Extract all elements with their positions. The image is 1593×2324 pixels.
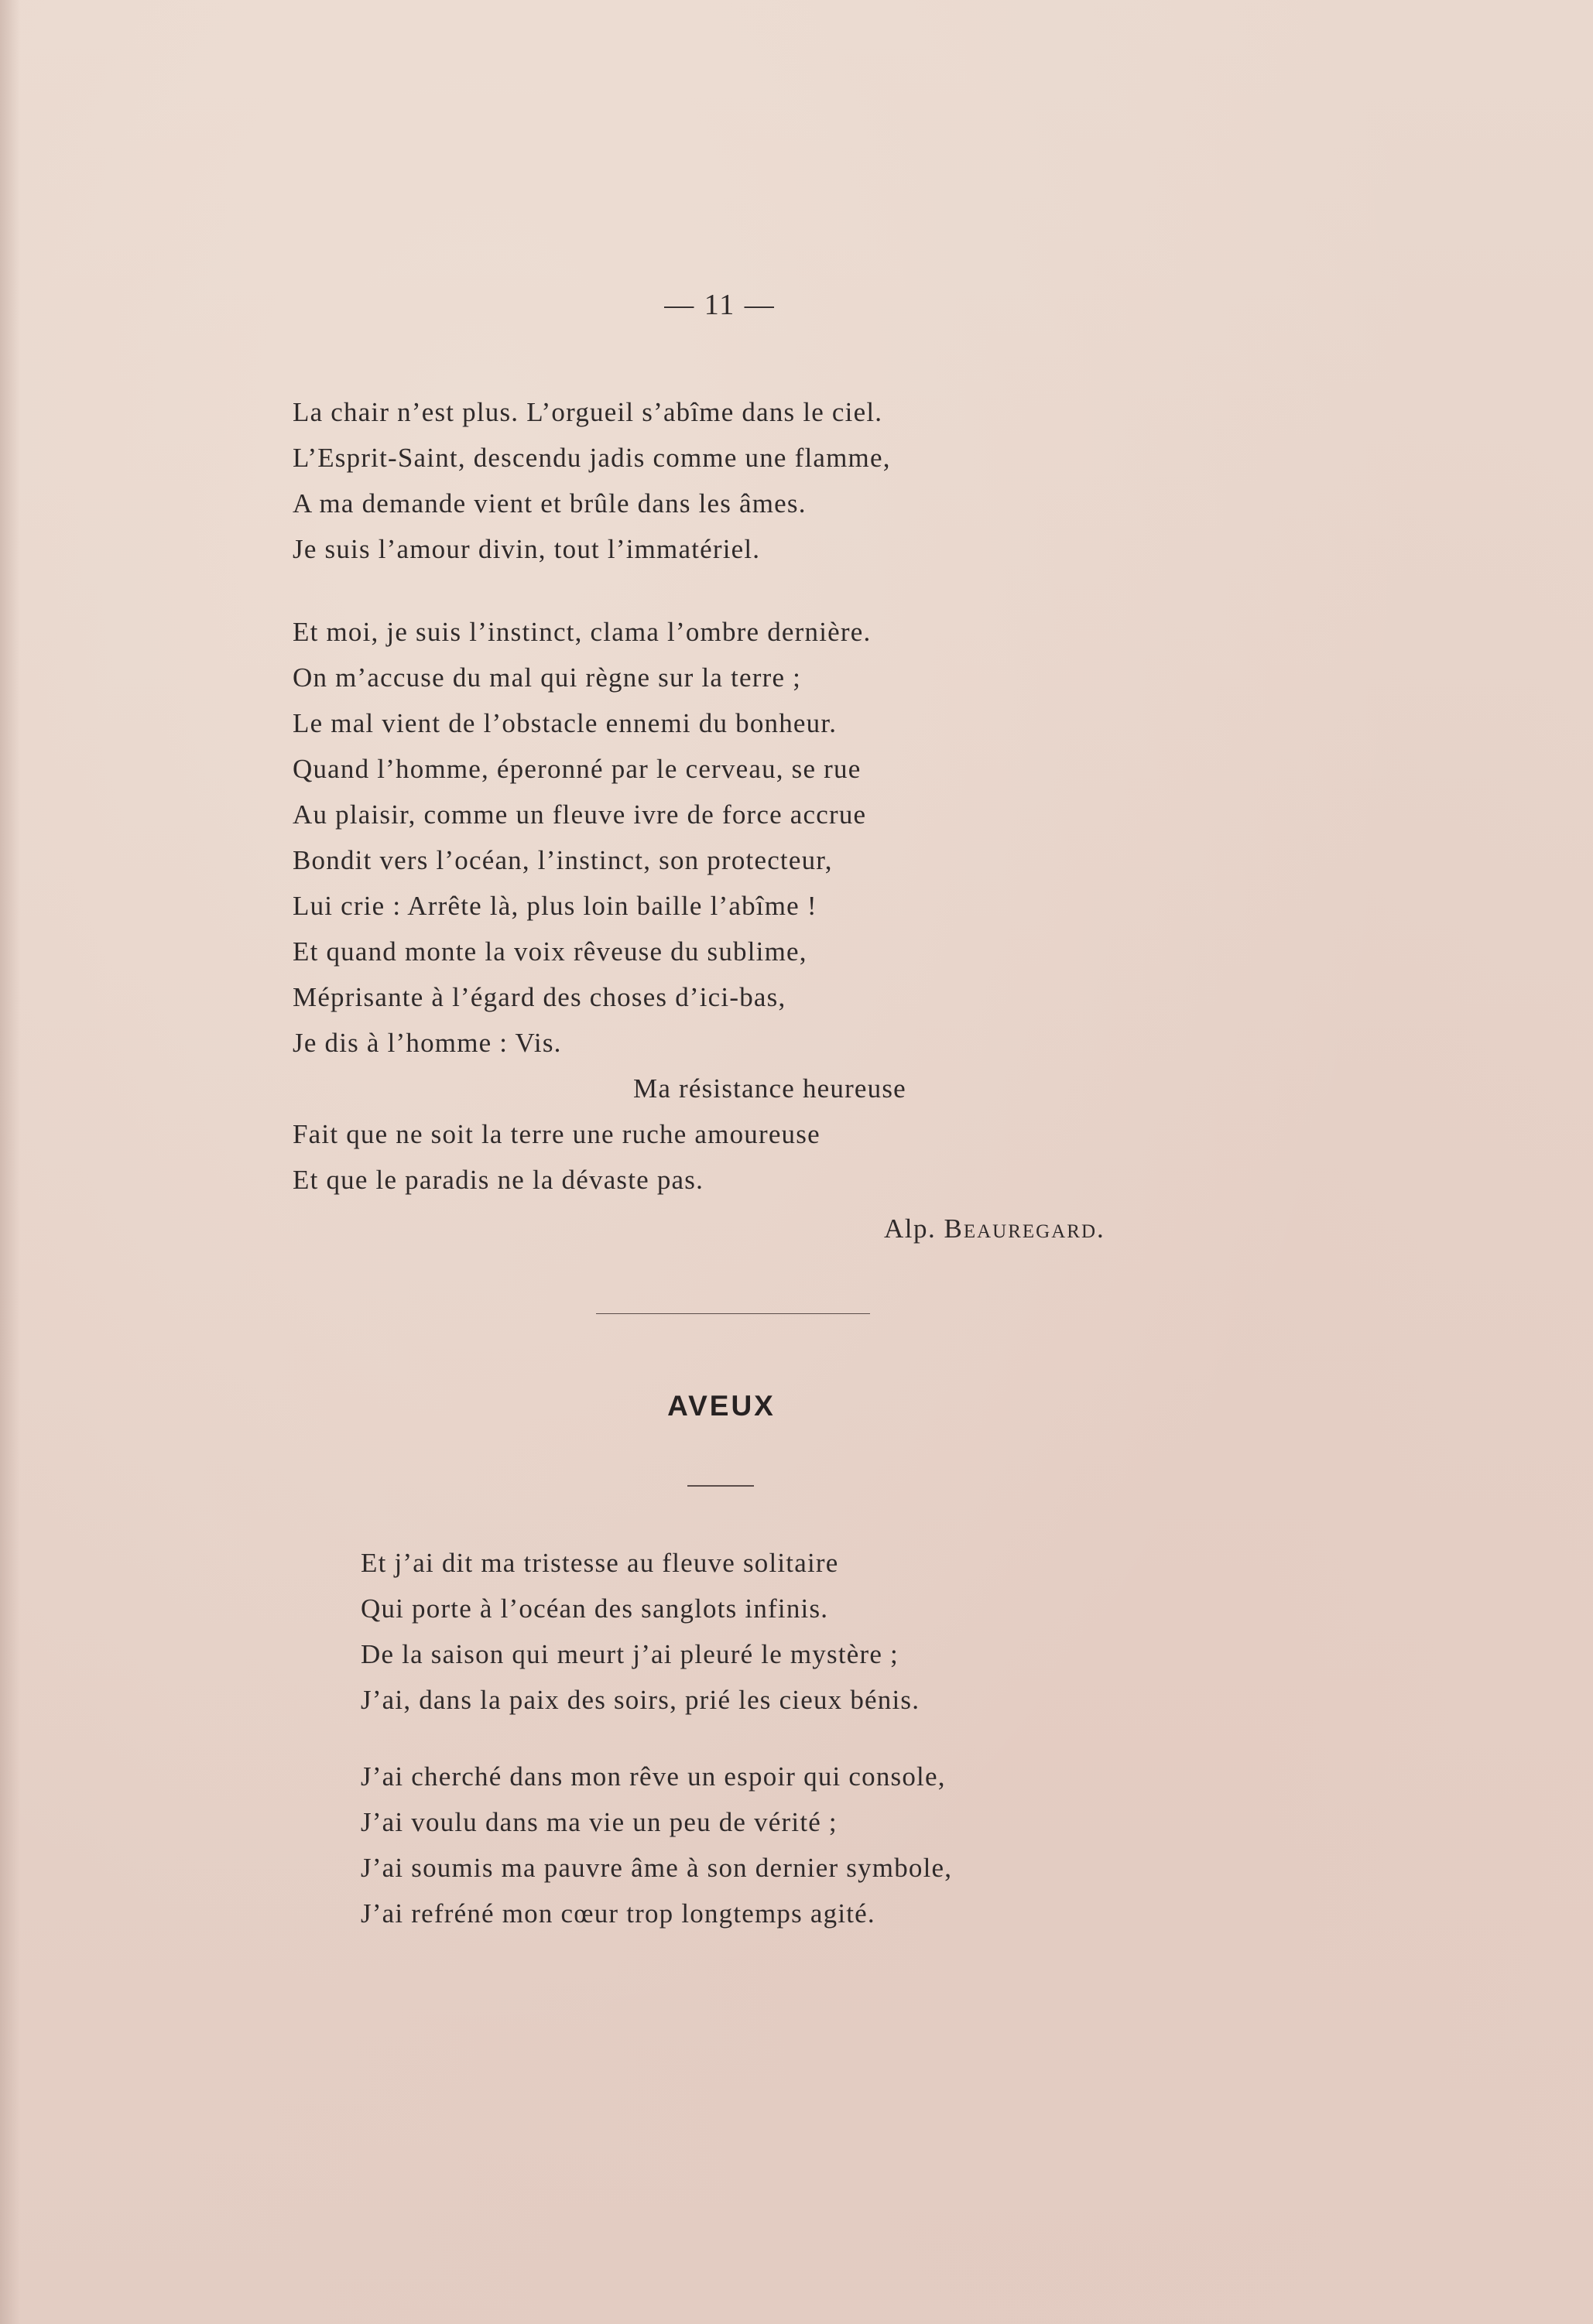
verse-line: Et que le paradis ne la dévaste pas.	[293, 1165, 704, 1195]
verse-line: J’ai voulu dans ma vie un peu de vérité ;	[361, 1807, 838, 1837]
verse-line: L’Esprit-Saint, descendu jadis comme une flamme,	[293, 443, 891, 473]
verse-line: On m’accuse du mal qui règne sur la terre ;	[293, 662, 802, 693]
poem-2-stanza-1	[361, 1540, 920, 1723]
verse-line: Et j’ai dit ma tristesse au fleuve solitaire	[361, 1548, 839, 1578]
verse-line: Qui porte à l’océan des sanglots infinis.	[361, 1593, 829, 1624]
poem-1-stanza-2	[293, 609, 906, 1203]
verse-line-indented: Ma résistance heureuse	[633, 1073, 906, 1104]
verse-line: J’ai soumis ma pauvre âme à son dernier symbole,	[361, 1853, 953, 1883]
verse-line: J’ai refréné mon cœur trop longtemps agité.	[361, 1898, 875, 1929]
verse-line: Méprisante à l’égard des choses d’ici-bas,	[293, 982, 786, 1012]
verse-line: Et moi, je suis l’instinct, clama l’ombre dernière.	[293, 617, 872, 647]
verse-line: J’ai cherché dans mon rêve un espoir qui console,	[361, 1761, 946, 1792]
verse-line: De la saison qui meurt j’ai pleuré le mystère ;	[361, 1639, 899, 1669]
signature-prefix: Alp.	[884, 1213, 944, 1244]
page-edge-shadow	[0, 0, 20, 2324]
poem-2-stanza-2	[361, 1754, 952, 1936]
verse-line: Fait que ne soit la terre une ruche amoureuse	[293, 1119, 820, 1149]
poem-1-stanza-1	[293, 389, 891, 572]
verse-line: Lui crie : Arrête là, plus loin baille l’abîme !	[293, 891, 817, 921]
title-underline	[687, 1485, 754, 1487]
verse-line: A ma demande vient et brûle dans les âmes.	[293, 488, 807, 519]
verse-line: Bondit vers l’océan, l’instinct, son protecteur,	[293, 845, 833, 875]
verse-line: Au plaisir, comme un fleuve ivre de force accrue	[293, 799, 867, 830]
page-number: — 11 —	[664, 289, 776, 321]
poem-title: AVEUX	[667, 1390, 776, 1422]
signature-name: Beauregard.	[944, 1213, 1105, 1244]
section-divider	[596, 1313, 870, 1314]
verse-line: Le mal vient de l’obstacle ennemi du bonheur.	[293, 708, 838, 738]
verse-line: Quand l’homme, éperonné par le cerveau, se rue	[293, 754, 862, 784]
author-signature	[884, 1213, 1105, 1244]
verse-line: Et quand monte la voix rêveuse du sublime,	[293, 936, 807, 967]
verse-line: Je suis l’amour divin, tout l’immatériel.	[293, 534, 761, 564]
verse-line: La chair n’est plus. L’orgueil s’abîme dans le ciel.	[293, 397, 883, 427]
verse-line: Je dis à l’homme : Vis.	[293, 1028, 562, 1058]
verse-line: J’ai, dans la paix des soirs, prié les cieux bénis.	[361, 1685, 920, 1715]
